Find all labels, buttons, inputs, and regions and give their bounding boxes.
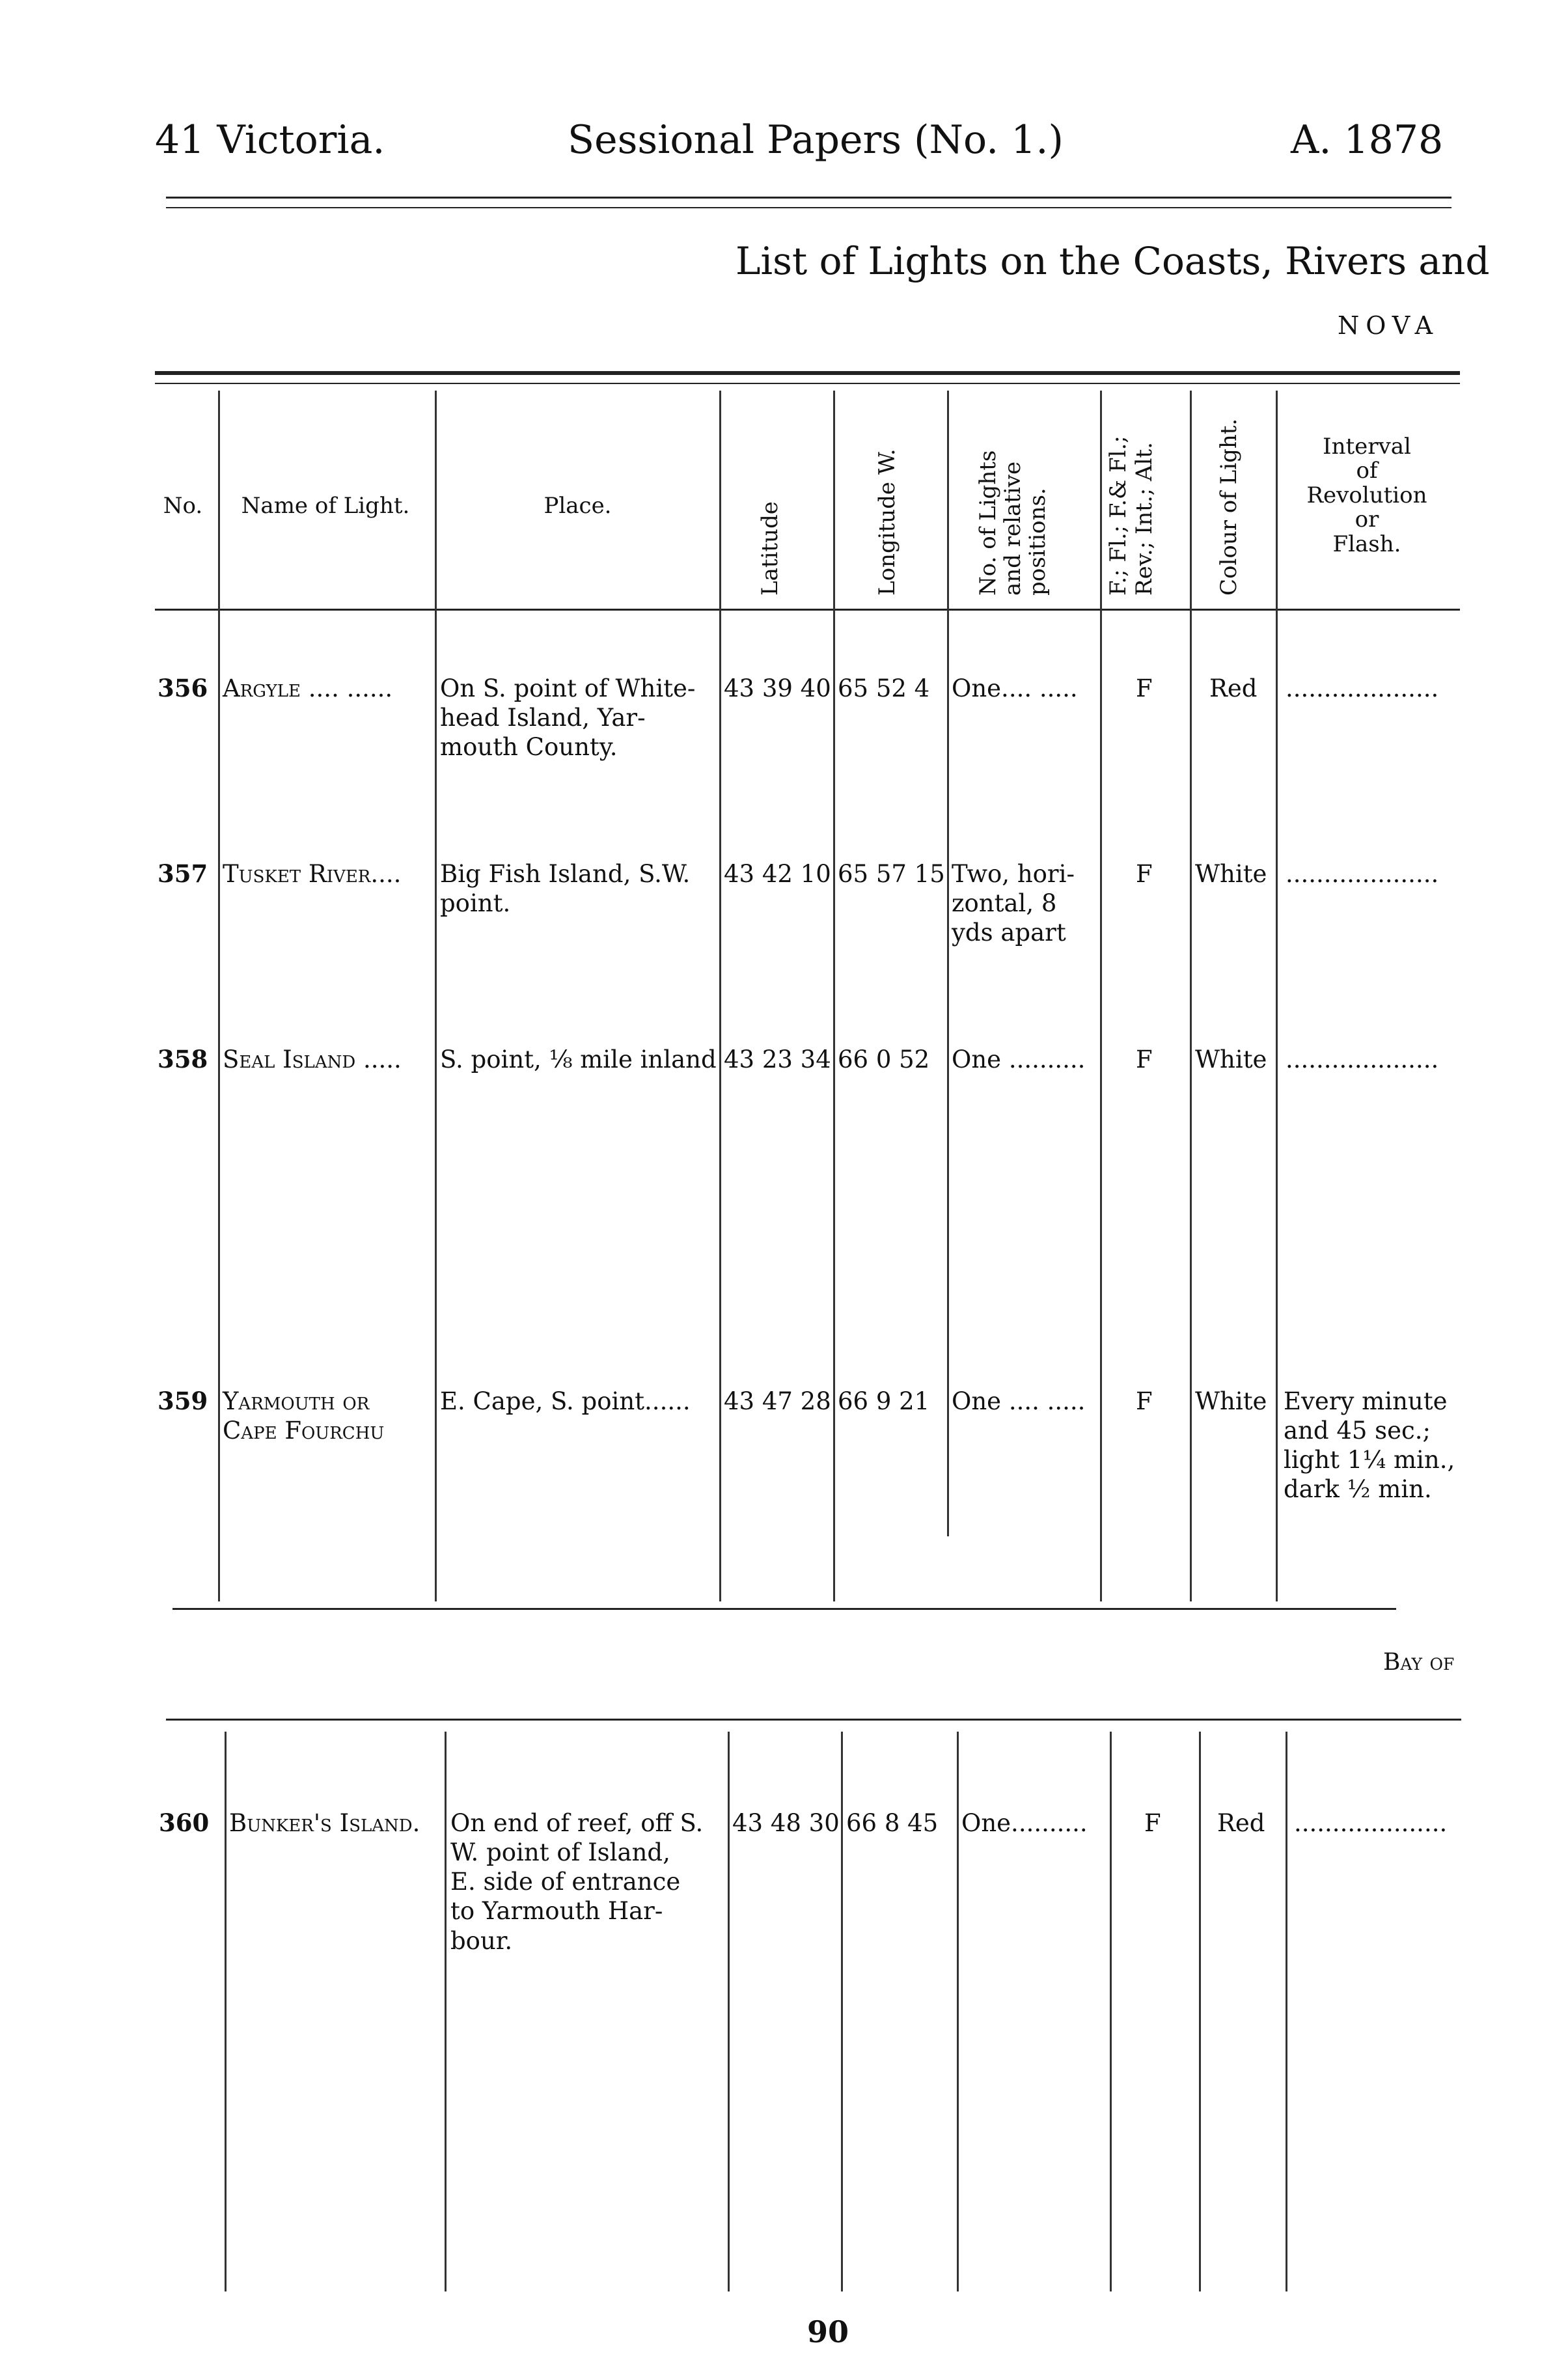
col-lights-header-1: No. of Lights — [975, 450, 1001, 596]
row-359-name: Yarmouth or Cape Fourchu — [223, 1387, 385, 1445]
col-type-header-2: Rev.; Int.; Alt. — [1131, 442, 1157, 596]
row-360-lat: 43 48 30 — [732, 1809, 840, 1837]
row-359-lon: 66 9 21 — [838, 1387, 930, 1415]
section-title-bay-of: Bay of — [1383, 1649, 1455, 1676]
col-lights-header-3: positions. — [1025, 488, 1051, 596]
running-header-left: 41 Victoria. — [155, 117, 385, 163]
row-356-lat: 43 39 40 — [724, 674, 831, 702]
row-356-name: Argyle .... ...... — [223, 674, 393, 702]
header-rule-bottom — [166, 207, 1451, 208]
running-header-center: Sessional Papers (No. 1.) — [568, 117, 1064, 163]
row-358-lights: One .......... — [952, 1045, 1086, 1073]
row-359-lights: One .... ..... — [952, 1387, 1086, 1415]
col-divider — [1286, 1732, 1287, 2291]
col-divider — [957, 1732, 959, 2291]
running-header-right: A. 1878 — [1291, 117, 1444, 163]
row-358-place: S. point, ⅛ mile inland — [440, 1045, 717, 1073]
col-divider — [225, 1732, 227, 2291]
table-bottom-rule — [172, 1608, 1396, 1610]
row-357-lat: 43 42 10 — [724, 860, 831, 888]
row-357-colour: White — [1195, 860, 1267, 888]
col-name-header: Name of Light. — [241, 493, 410, 519]
col-lights-header-2: and relative — [1000, 461, 1026, 596]
col-latitude-header: Latitude — [757, 501, 783, 596]
row-359-no: 359 — [158, 1387, 208, 1415]
row-358-colour: White — [1195, 1045, 1267, 1073]
row-358-no: 358 — [158, 1045, 208, 1073]
row-360-no: 360 — [159, 1808, 210, 1837]
row-357-lights: Two, hori- zontal, 8 yds apart — [952, 860, 1075, 947]
row-360-lon: 66 8 45 — [846, 1809, 939, 1837]
row-359-lat: 43 47 28 — [724, 1387, 831, 1415]
row-356-type: F — [1136, 674, 1153, 702]
row-356-lon: 65 52 4 — [838, 674, 930, 702]
row-357-name: Tusket River.... — [223, 860, 402, 888]
col-divider — [841, 1732, 843, 2291]
row-360-lights: One.......... — [961, 1809, 1088, 1837]
col-place-header: Place. — [543, 493, 612, 519]
col-divider — [719, 391, 721, 1601]
col-no-header: No. — [163, 493, 203, 519]
row-359-place: E. Cape, S. point...... — [440, 1387, 691, 1415]
row-357-place: Big Fish Island, S.W. point. — [440, 860, 691, 918]
row-359-colour: White — [1195, 1387, 1267, 1415]
row-356-colour: Red — [1209, 674, 1258, 702]
row-357-no: 357 — [158, 859, 208, 888]
row-358-lon: 66 0 52 — [838, 1045, 930, 1073]
col-divider — [947, 391, 949, 1536]
section2-top-rule — [166, 1719, 1461, 1721]
col-longitude-header: Longitude W. — [874, 449, 900, 596]
col-divider — [833, 391, 835, 1601]
table-top-rule-thin — [155, 383, 1460, 384]
col-divider — [1276, 391, 1278, 1601]
page-number: 90 — [807, 2314, 849, 2349]
col-divider — [1199, 1732, 1201, 2291]
row-356-lights: One.... ..... — [952, 674, 1078, 702]
col-divider — [435, 391, 437, 1601]
col-divider — [1100, 391, 1102, 1601]
col-divider — [1110, 1732, 1112, 2291]
row-358-name: Seal Island ..... — [223, 1045, 402, 1073]
row-359-type: F — [1136, 1387, 1153, 1415]
row-357-interval: .................... — [1286, 860, 1439, 888]
page-subtitle: NOVA — [1338, 311, 1440, 340]
row-358-interval: .................... — [1286, 1045, 1439, 1073]
table-top-rule — [155, 371, 1460, 375]
page-title: List of Lights on the Coasts, Rivers and — [736, 239, 1490, 283]
header-rule-top — [166, 197, 1451, 199]
row-356-no: 356 — [158, 674, 208, 702]
row-358-type: F — [1136, 1045, 1153, 1073]
row-360-colour: Red — [1217, 1809, 1265, 1837]
row-356-interval: .................... — [1286, 674, 1439, 702]
row-358-lat: 43 23 34 — [724, 1045, 831, 1073]
col-colour-header: Colour of Light. — [1216, 418, 1242, 596]
col-divider — [445, 1732, 447, 2291]
row-360-interval: .................... — [1294, 1809, 1448, 1837]
col-interval-header: Interval of Revolution or Flash. — [1306, 434, 1427, 557]
col-divider — [1190, 391, 1192, 1601]
table-header-rule — [155, 609, 1460, 611]
col-type-header-1: F.; Fl.; F.& Fl.; — [1105, 436, 1131, 596]
row-359-interval: Every minute and 45 sec.; light 1¼ min., dark ½ min. — [1284, 1387, 1455, 1504]
row-356-place: On S. point of White- head Island, Yar- mouth County. — [440, 674, 696, 762]
col-divider — [218, 391, 220, 1601]
row-357-lon: 65 57 15 — [838, 860, 945, 888]
row-360-type: F — [1144, 1809, 1161, 1837]
row-360-place: On end of reef, off S. W. point of Island, E. side of entrance to Yarmouth Har- bour. — [450, 1809, 704, 1955]
row-357-type: F — [1136, 860, 1153, 888]
row-360-name: Bunker's Island. — [229, 1809, 420, 1837]
col-divider — [728, 1732, 730, 2291]
